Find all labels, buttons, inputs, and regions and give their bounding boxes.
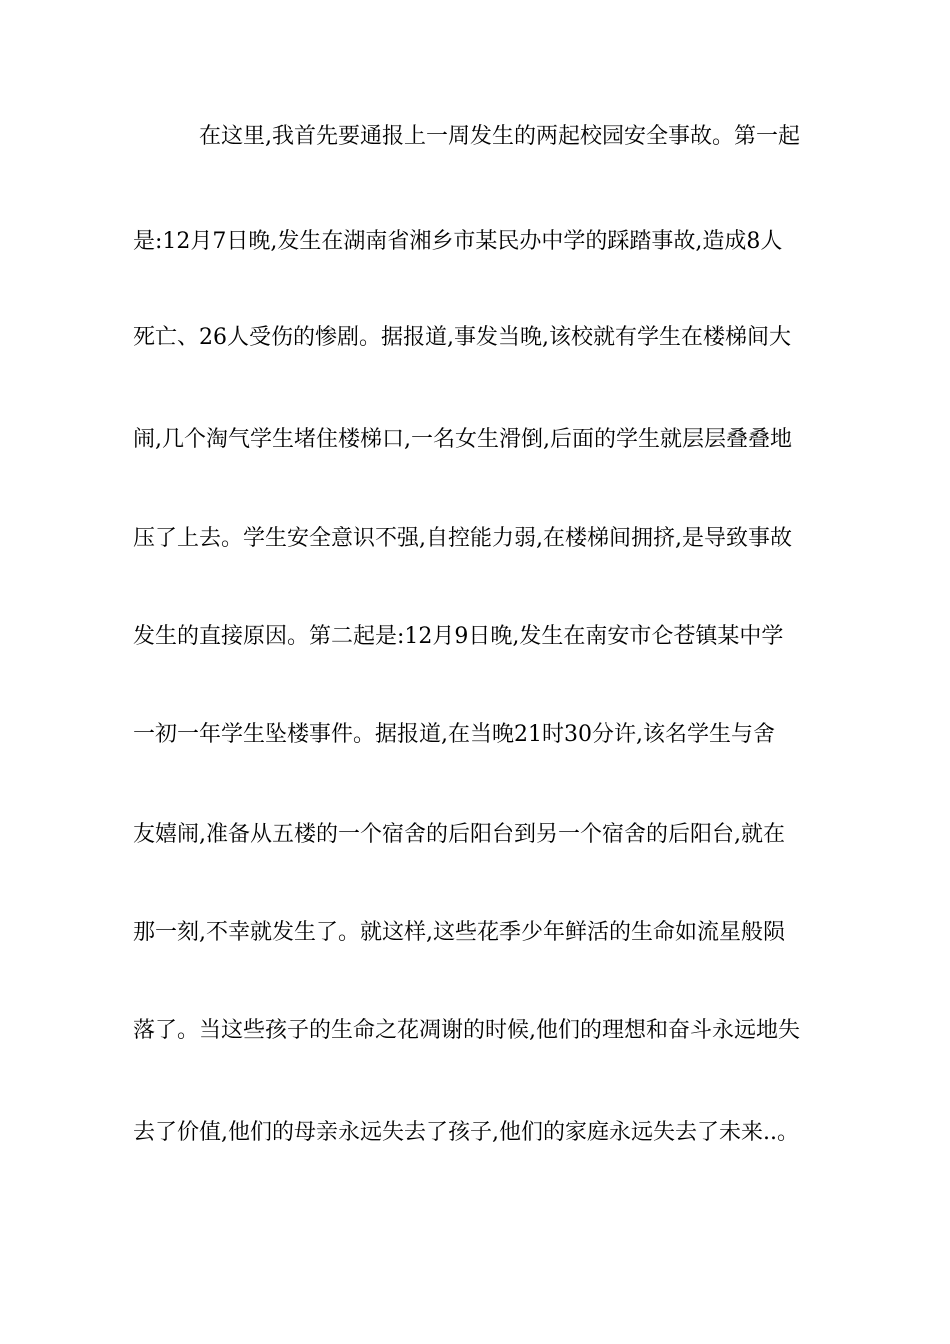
paragraph-line-11: 去了价值,他们的母亲永远失去了孩子,他们的家庭永远失去了未来..。 [133, 1120, 799, 1145]
paragraph-line-1: 在这里,我首先要通报上一周发生的两起校园安全事故。第一起 [199, 124, 800, 149]
paragraph-line-6: 发生的直接原因。第二起是:12月9日晚,发生在南安市仑苍镇某中学 [133, 624, 784, 649]
paragraph-line-5: 压了上去。学生安全意识不强,自控能力弱,在楼梯间拥挤,是导致事故 [133, 526, 792, 551]
paragraph-line-10: 落了。当这些孩子的生命之花凋谢的时候,他们的理想和奋斗永远地失 [133, 1018, 800, 1043]
paragraph-line-9: 那一刻,不幸就发生了。就这样,这些花季少年鲜活的生命如流星般陨 [133, 920, 785, 945]
paragraph-line-4: 闹,几个淘气学生堵住楼梯口,一名女生滑倒,后面的学生就层层叠叠地 [133, 427, 792, 452]
paragraph-line-3: 死亡、26人受伤的惨剧。据报道,事发当晚,该校就有学生在楼梯间大 [133, 325, 791, 350]
paragraph-line-2: 是:12月7日晚,发生在湖南省湘乡市某民办中学的踩踏事故,造成8人 [133, 229, 783, 254]
paragraph-line-8: 友嬉闹,准备从五楼的一个宿舍的后阳台到另一个宿舍的后阳台,就在 [133, 822, 785, 847]
paragraph-line-7: 一初一年学生坠楼事件。据报道,在当晚21时30分许,该名学生与舍 [133, 722, 775, 747]
